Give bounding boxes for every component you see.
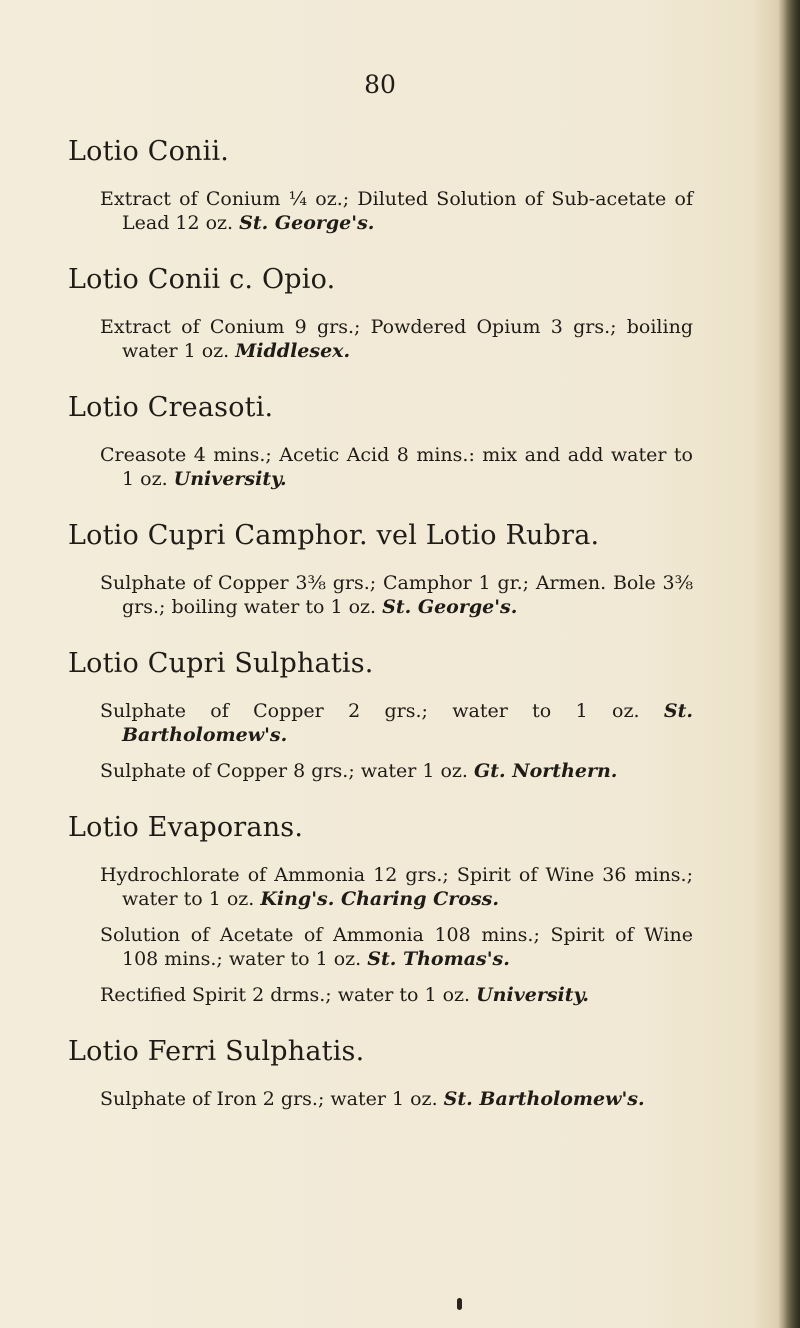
section-lotio-evaporans <box>68 811 693 1007</box>
recipe-text: Sulphate of Copper 2 grs.; water to 1 oz. <box>100 700 640 722</box>
recipe-text: Solution of Acetate of Ammonia 108 mins.; Spirit of Wine 108 mins.; water to 1 oz. <box>100 924 693 970</box>
recipe-text: Hydrochlorate of Ammonia 12 grs.; Spirit of Wine 36 mins.; water to 1 oz. <box>100 864 693 910</box>
recipe-source: St. George's. <box>239 212 375 234</box>
page-number: 80 <box>364 70 396 99</box>
recipe <box>100 1087 693 1111</box>
recipe-source: St. George's. <box>382 596 518 618</box>
recipe-source: St. Bartholomew's. <box>122 700 693 746</box>
recipe-source: King's. Charing Cross. <box>260 888 499 910</box>
page-edge-shadow <box>778 0 800 1328</box>
section-lotio-ferri-sulphatis <box>68 1035 693 1111</box>
recipe-text: Sulphate of Iron 2 grs.; water 1 oz. <box>100 1088 438 1110</box>
recipe-source: University. <box>476 984 590 1006</box>
recipe-source: Middlesex. <box>235 340 351 362</box>
recipe-source: St. Thomas's. <box>367 948 510 970</box>
recipe <box>100 187 693 235</box>
section-title: Lotio Evaporans. <box>68 812 304 843</box>
page-content <box>68 135 693 1139</box>
recipe <box>100 699 693 747</box>
recipe <box>100 315 693 363</box>
recipe <box>100 863 693 911</box>
section-lotio-conii-c-opio <box>68 263 693 363</box>
section-lotio-conii <box>68 135 693 235</box>
recipe-text: Rectified Spirit 2 drms.; water to 1 oz. <box>100 984 471 1006</box>
recipe-text: Sulphate of Copper 8 grs.; water 1 oz. <box>100 760 468 782</box>
recipe <box>100 923 693 971</box>
recipe-source: St. Bartholomew's. <box>443 1088 645 1110</box>
section-title: Lotio Conii. <box>68 136 230 167</box>
section-title: Lotio Creasoti. <box>68 392 274 423</box>
recipe <box>100 983 693 1007</box>
section-title: Lotio Cupri Camphor. vel Lotio Rubra. <box>68 520 600 551</box>
recipe <box>100 443 693 491</box>
section-title: Lotio Cupri Sulphatis. <box>68 648 374 679</box>
ink-speck <box>457 1298 462 1310</box>
section-lotio-cupri-camphor <box>68 519 693 619</box>
recipe <box>100 759 693 783</box>
section-lotio-creasoti <box>68 391 693 491</box>
recipe-text: Extract of Conium ¼ oz.; Diluted Solution of Sub-acetate of Lead 12 oz. <box>100 188 693 234</box>
section-lotio-cupri-sulphatis <box>68 647 693 783</box>
recipe-text: Sulphate of Copper 3⅜ grs.; Camphor 1 gr.; Armen. Bole 3⅜ grs.; boiling water to 1 oz. <box>100 572 693 618</box>
recipe-text: Creasote 4 mins.; Acetic Acid 8 mins.: mix and add water to 1 oz. <box>100 444 693 490</box>
recipe-source: Gt. Northern. <box>474 760 618 782</box>
section-title: Lotio Conii c. Opio. <box>68 264 336 295</box>
recipe <box>100 571 693 619</box>
section-title: Lotio Ferri Sulphatis. <box>68 1036 365 1067</box>
recipe-source: University. <box>173 468 287 490</box>
recipe-text: Extract of Conium 9 grs.; Powdered Opium 3 grs.; boiling water 1 oz. <box>100 316 693 362</box>
